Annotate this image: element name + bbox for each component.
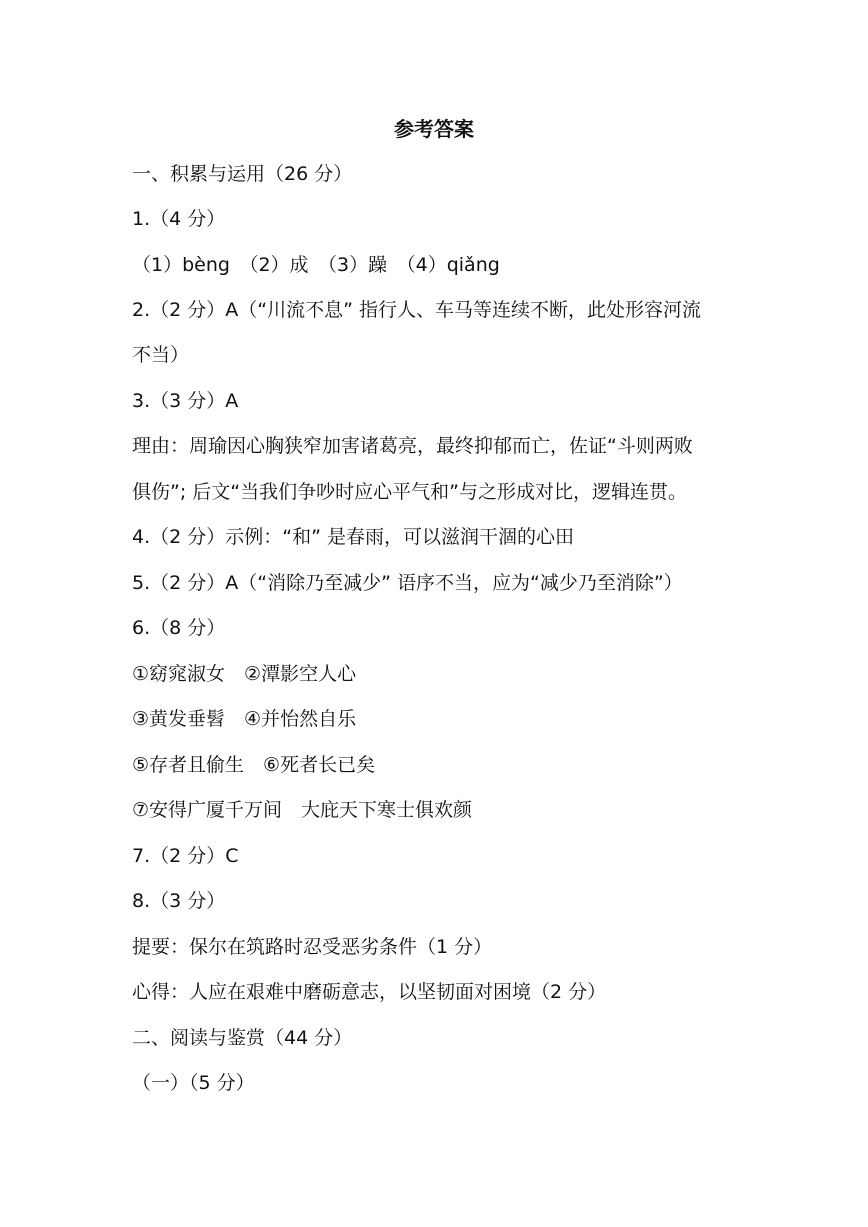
answer-line: （一）（5 分） — [132, 1072, 255, 1094]
answer-line: 3.（3 分）A — [132, 390, 239, 412]
answer-line: ③黄发垂髫 ④并怡然自乐 — [132, 708, 357, 730]
answer-line: 1.（4 分） — [132, 208, 226, 230]
section-heading-1: 一、积累与运用（26 分） — [132, 163, 353, 185]
answer-line: 2.（2 分）A（“川流不息” 指行人、车马等连续不断，此处形容河流 — [132, 299, 701, 321]
answer-line: ⑤存者且偷生 ⑥死者长已矣 — [132, 754, 376, 776]
answer-line: 心得：人应在艰难中磨砺意志，以坚韧面对困境（2 分） — [132, 981, 607, 1003]
answer-line: 5.（2 分）A（“消除乃至减少” 语序不当，应为“减少乃至消除”） — [132, 572, 683, 594]
answer-line: 8.（3 分） — [132, 890, 226, 912]
answer-line: 理由：周瑜因心胸狭窄加害诸葛亮，最终抑郁而亡，佐证“斗则两败 — [132, 435, 693, 457]
answer-line: 俱伤”; 后文“当我们争吵时应心平气和”与之形成对比，逻辑连贯。 — [132, 481, 687, 503]
answer-line: （1）bèng （2）成 （3）躁 （4）qiǎng — [132, 254, 500, 276]
answer-line: ⑦安得广厦千万间 大庇天下寒士俱欢颜 — [132, 799, 473, 821]
answer-line: 7.（2 分）C — [132, 845, 239, 867]
page-title: 参考答案 — [394, 117, 474, 141]
answer-line: 提要：保尔在筑路时忍受恶劣条件（1 分） — [132, 936, 493, 958]
answer-line: 不当） — [132, 344, 190, 366]
answer-line: 6.（8 分） — [132, 617, 226, 639]
answer-line: ①窈窕淑女 ②潭影空人心 — [132, 663, 357, 685]
answer-line: 4.（2 分）示例：“和” 是春雨，可以滋润干涸的心田 — [132, 526, 574, 548]
section-heading-2: 二、阅读与鉴赏（44 分） — [132, 1027, 353, 1049]
